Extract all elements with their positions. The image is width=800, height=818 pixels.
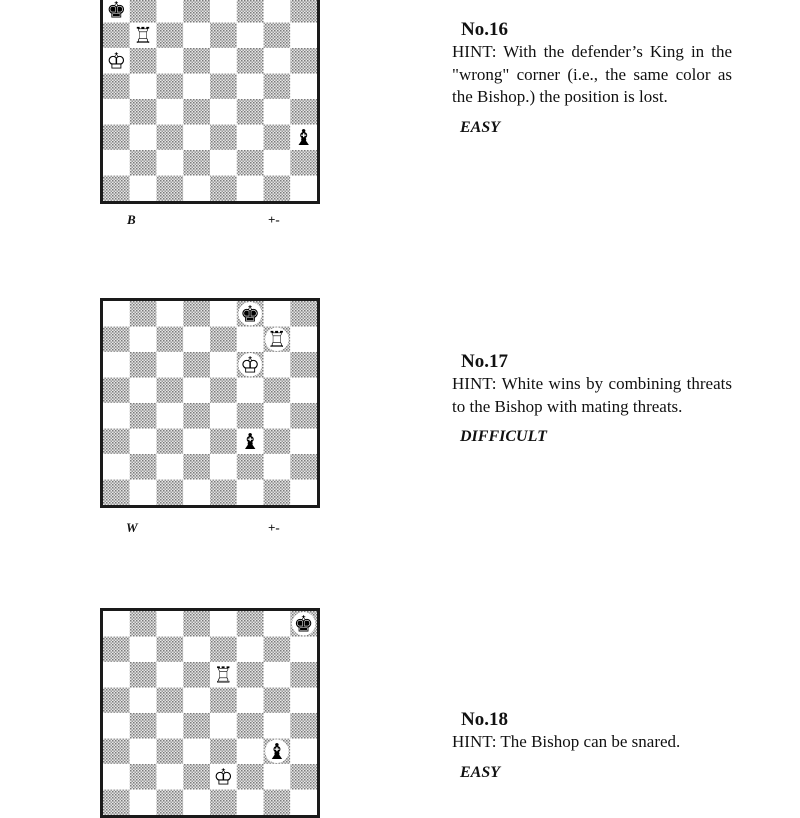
light-square [157, 662, 184, 688]
light-square [157, 713, 184, 739]
side-to-move-17: W [126, 520, 138, 535]
dark-square [103, 74, 130, 100]
white-king-icon: ♔ [240, 353, 260, 379]
light-square [264, 0, 291, 23]
dark-square [290, 454, 317, 480]
black-king-icon: ♚ [106, 0, 127, 24]
dark-square [183, 764, 210, 790]
dark-square [264, 176, 291, 202]
dark-square [130, 713, 157, 739]
dark-square [157, 23, 184, 49]
black-bishop-icon: ♝ [267, 739, 287, 765]
black-king-icon: ♚ [293, 612, 314, 638]
white-rook-icon: ♖ [213, 663, 234, 689]
black-king-icon: ♚ [240, 302, 260, 328]
light-square [237, 23, 264, 49]
light-square [290, 23, 317, 49]
light-square [103, 352, 130, 378]
dark-square [183, 352, 210, 378]
light-square [210, 611, 237, 637]
light-square [210, 403, 237, 429]
dark-square [264, 74, 291, 100]
light-square [103, 611, 130, 637]
dark-square [103, 429, 130, 455]
dark-square [237, 662, 264, 688]
dark-square [210, 688, 237, 714]
dark-square [130, 99, 157, 125]
light-square [237, 74, 264, 100]
light-square [290, 74, 317, 100]
light-square [130, 637, 157, 663]
white-rook-icon: ♖ [133, 23, 153, 49]
light-square [157, 454, 184, 480]
light-square [264, 403, 291, 429]
dark-square [103, 378, 130, 404]
hint-text: HINT: The Bishop can be snared. [452, 732, 681, 751]
light-square [237, 176, 264, 202]
dark-square [130, 454, 157, 480]
dark-square [183, 454, 210, 480]
light-square [237, 327, 264, 353]
chess-diagram-18 [100, 608, 320, 818]
dark-square [290, 352, 317, 378]
dark-square [290, 99, 317, 125]
dark-square [264, 637, 291, 663]
chess-diagram-16 [100, 0, 320, 204]
light-square [130, 739, 157, 765]
light-square [130, 327, 157, 353]
dark-square [130, 0, 157, 23]
light-square [103, 454, 130, 480]
difficulty-label: EASY [460, 118, 501, 136]
light-square [237, 688, 264, 714]
dark-square [103, 637, 130, 663]
light-square [264, 662, 291, 688]
dark-square [130, 611, 157, 637]
board-grid [103, 611, 317, 815]
light-square [103, 403, 130, 429]
light-square [103, 301, 130, 327]
light-square [183, 327, 210, 353]
dark-square [157, 125, 184, 151]
light-square [157, 150, 184, 176]
problem-17-text [452, 351, 732, 446]
evaluation-16: +- [268, 212, 280, 227]
dark-square [157, 378, 184, 404]
dark-square [130, 352, 157, 378]
dark-square [210, 480, 237, 506]
light-square [290, 429, 317, 455]
problem-18-text [452, 709, 732, 782]
light-square [130, 74, 157, 100]
dark-square [237, 713, 264, 739]
dark-square [290, 662, 317, 688]
dark-square [157, 176, 184, 202]
dark-square [210, 74, 237, 100]
light-square [103, 150, 130, 176]
white-rook-icon: ♖ [267, 327, 287, 353]
chess-diagram-17 [100, 298, 320, 508]
dark-square [157, 790, 184, 816]
light-square [157, 403, 184, 429]
dark-square [210, 790, 237, 816]
light-square [237, 739, 264, 765]
light-square [264, 352, 291, 378]
problem-16-text [452, 19, 732, 137]
dark-square [264, 790, 291, 816]
dark-square [210, 378, 237, 404]
evaluation-17: +- [268, 520, 280, 535]
light-square [290, 176, 317, 202]
light-square [210, 713, 237, 739]
dark-square [237, 150, 264, 176]
dark-square [183, 403, 210, 429]
dark-square [210, 739, 237, 765]
light-square [130, 480, 157, 506]
dark-square [264, 480, 291, 506]
hint-text: HINT: With the defender’s King in the "wrong" corner (i.e., the same color as the Bishop.) the position is lost. [452, 42, 732, 106]
dark-square [183, 0, 210, 23]
black-bishop-icon: ♝ [293, 125, 314, 151]
light-square [183, 176, 210, 202]
light-square [130, 378, 157, 404]
white-king-icon: ♔ [106, 49, 127, 75]
light-square [210, 454, 237, 480]
light-square [264, 99, 291, 125]
dark-square [290, 764, 317, 790]
dark-square [264, 125, 291, 151]
light-square [290, 480, 317, 506]
dark-square [290, 150, 317, 176]
dark-square [103, 739, 130, 765]
dark-square [264, 429, 291, 455]
dark-square [183, 150, 210, 176]
dark-square [237, 403, 264, 429]
light-square [130, 688, 157, 714]
side-to-move-16: B [127, 212, 136, 227]
light-square [157, 0, 184, 23]
dark-square [130, 764, 157, 790]
light-square [264, 713, 291, 739]
dark-square [130, 301, 157, 327]
light-square [237, 125, 264, 151]
black-bishop-icon: ♝ [240, 429, 260, 455]
dark-square [183, 99, 210, 125]
dark-square [210, 327, 237, 353]
dark-square [183, 611, 210, 637]
light-square [130, 429, 157, 455]
dark-square [157, 688, 184, 714]
dark-square [103, 327, 130, 353]
dark-square [237, 611, 264, 637]
dark-square [237, 48, 264, 74]
difficulty-label: DIFFICULT [460, 428, 547, 445]
light-square [237, 378, 264, 404]
light-square [210, 150, 237, 176]
dark-square [290, 0, 317, 23]
dark-square [103, 176, 130, 202]
dark-square [210, 125, 237, 151]
light-square [157, 764, 184, 790]
board-grid [103, 0, 317, 201]
dark-square [290, 403, 317, 429]
light-square [157, 48, 184, 74]
dark-square [157, 429, 184, 455]
light-square [130, 125, 157, 151]
dark-square [290, 301, 317, 327]
light-square [290, 378, 317, 404]
dark-square [130, 48, 157, 74]
light-square [264, 454, 291, 480]
dark-square [103, 480, 130, 506]
dark-square [183, 713, 210, 739]
light-square [237, 790, 264, 816]
dark-square [157, 327, 184, 353]
light-square [183, 688, 210, 714]
dark-square [157, 637, 184, 663]
dark-square [290, 48, 317, 74]
dark-square [183, 48, 210, 74]
problem-number: No.18 [461, 709, 508, 730]
dark-square [130, 662, 157, 688]
light-square [157, 301, 184, 327]
light-square [183, 790, 210, 816]
light-square [290, 790, 317, 816]
light-square [210, 301, 237, 327]
light-square [290, 327, 317, 353]
light-square [183, 429, 210, 455]
light-square [157, 352, 184, 378]
dark-square [290, 713, 317, 739]
dark-square [103, 125, 130, 151]
dark-square [237, 764, 264, 790]
light-square [183, 378, 210, 404]
dark-square [183, 662, 210, 688]
dark-square [130, 403, 157, 429]
light-square [183, 739, 210, 765]
difficulty-label: EASY [460, 763, 501, 781]
white-king-icon: ♔ [213, 765, 234, 791]
problem-number: No.17 [461, 351, 508, 372]
dark-square [157, 74, 184, 100]
light-square [157, 99, 184, 125]
dark-square [264, 378, 291, 404]
light-square [183, 637, 210, 663]
dark-square [130, 150, 157, 176]
light-square [237, 480, 264, 506]
light-square [290, 637, 317, 663]
light-square [103, 99, 130, 125]
light-square [103, 764, 130, 790]
dark-square [210, 637, 237, 663]
dark-square [210, 176, 237, 202]
dark-square [157, 739, 184, 765]
hint-text: HINT: White wins by combining threats to the Bishop with mating threats. [452, 374, 732, 416]
light-square [264, 611, 291, 637]
dark-square [264, 23, 291, 49]
light-square [130, 790, 157, 816]
dark-square [237, 0, 264, 23]
dark-square [210, 429, 237, 455]
light-square [264, 764, 291, 790]
light-square [290, 739, 317, 765]
light-square [103, 713, 130, 739]
dark-square [103, 790, 130, 816]
light-square [290, 688, 317, 714]
dark-square [210, 23, 237, 49]
dark-square [157, 480, 184, 506]
light-square [183, 125, 210, 151]
light-square [210, 99, 237, 125]
board-grid [103, 301, 317, 505]
light-square [183, 480, 210, 506]
dark-square [264, 688, 291, 714]
light-square [264, 48, 291, 74]
light-square [210, 352, 237, 378]
dark-square [103, 23, 130, 49]
problem-number: No.16 [461, 19, 508, 40]
light-square [264, 150, 291, 176]
light-square [130, 176, 157, 202]
light-square [237, 637, 264, 663]
light-square [210, 0, 237, 23]
light-square [183, 74, 210, 100]
light-square [264, 301, 291, 327]
light-square [103, 662, 130, 688]
dark-square [183, 301, 210, 327]
light-square [210, 48, 237, 74]
dark-square [103, 688, 130, 714]
light-square [157, 611, 184, 637]
dark-square [237, 454, 264, 480]
light-square [183, 23, 210, 49]
dark-square [237, 99, 264, 125]
